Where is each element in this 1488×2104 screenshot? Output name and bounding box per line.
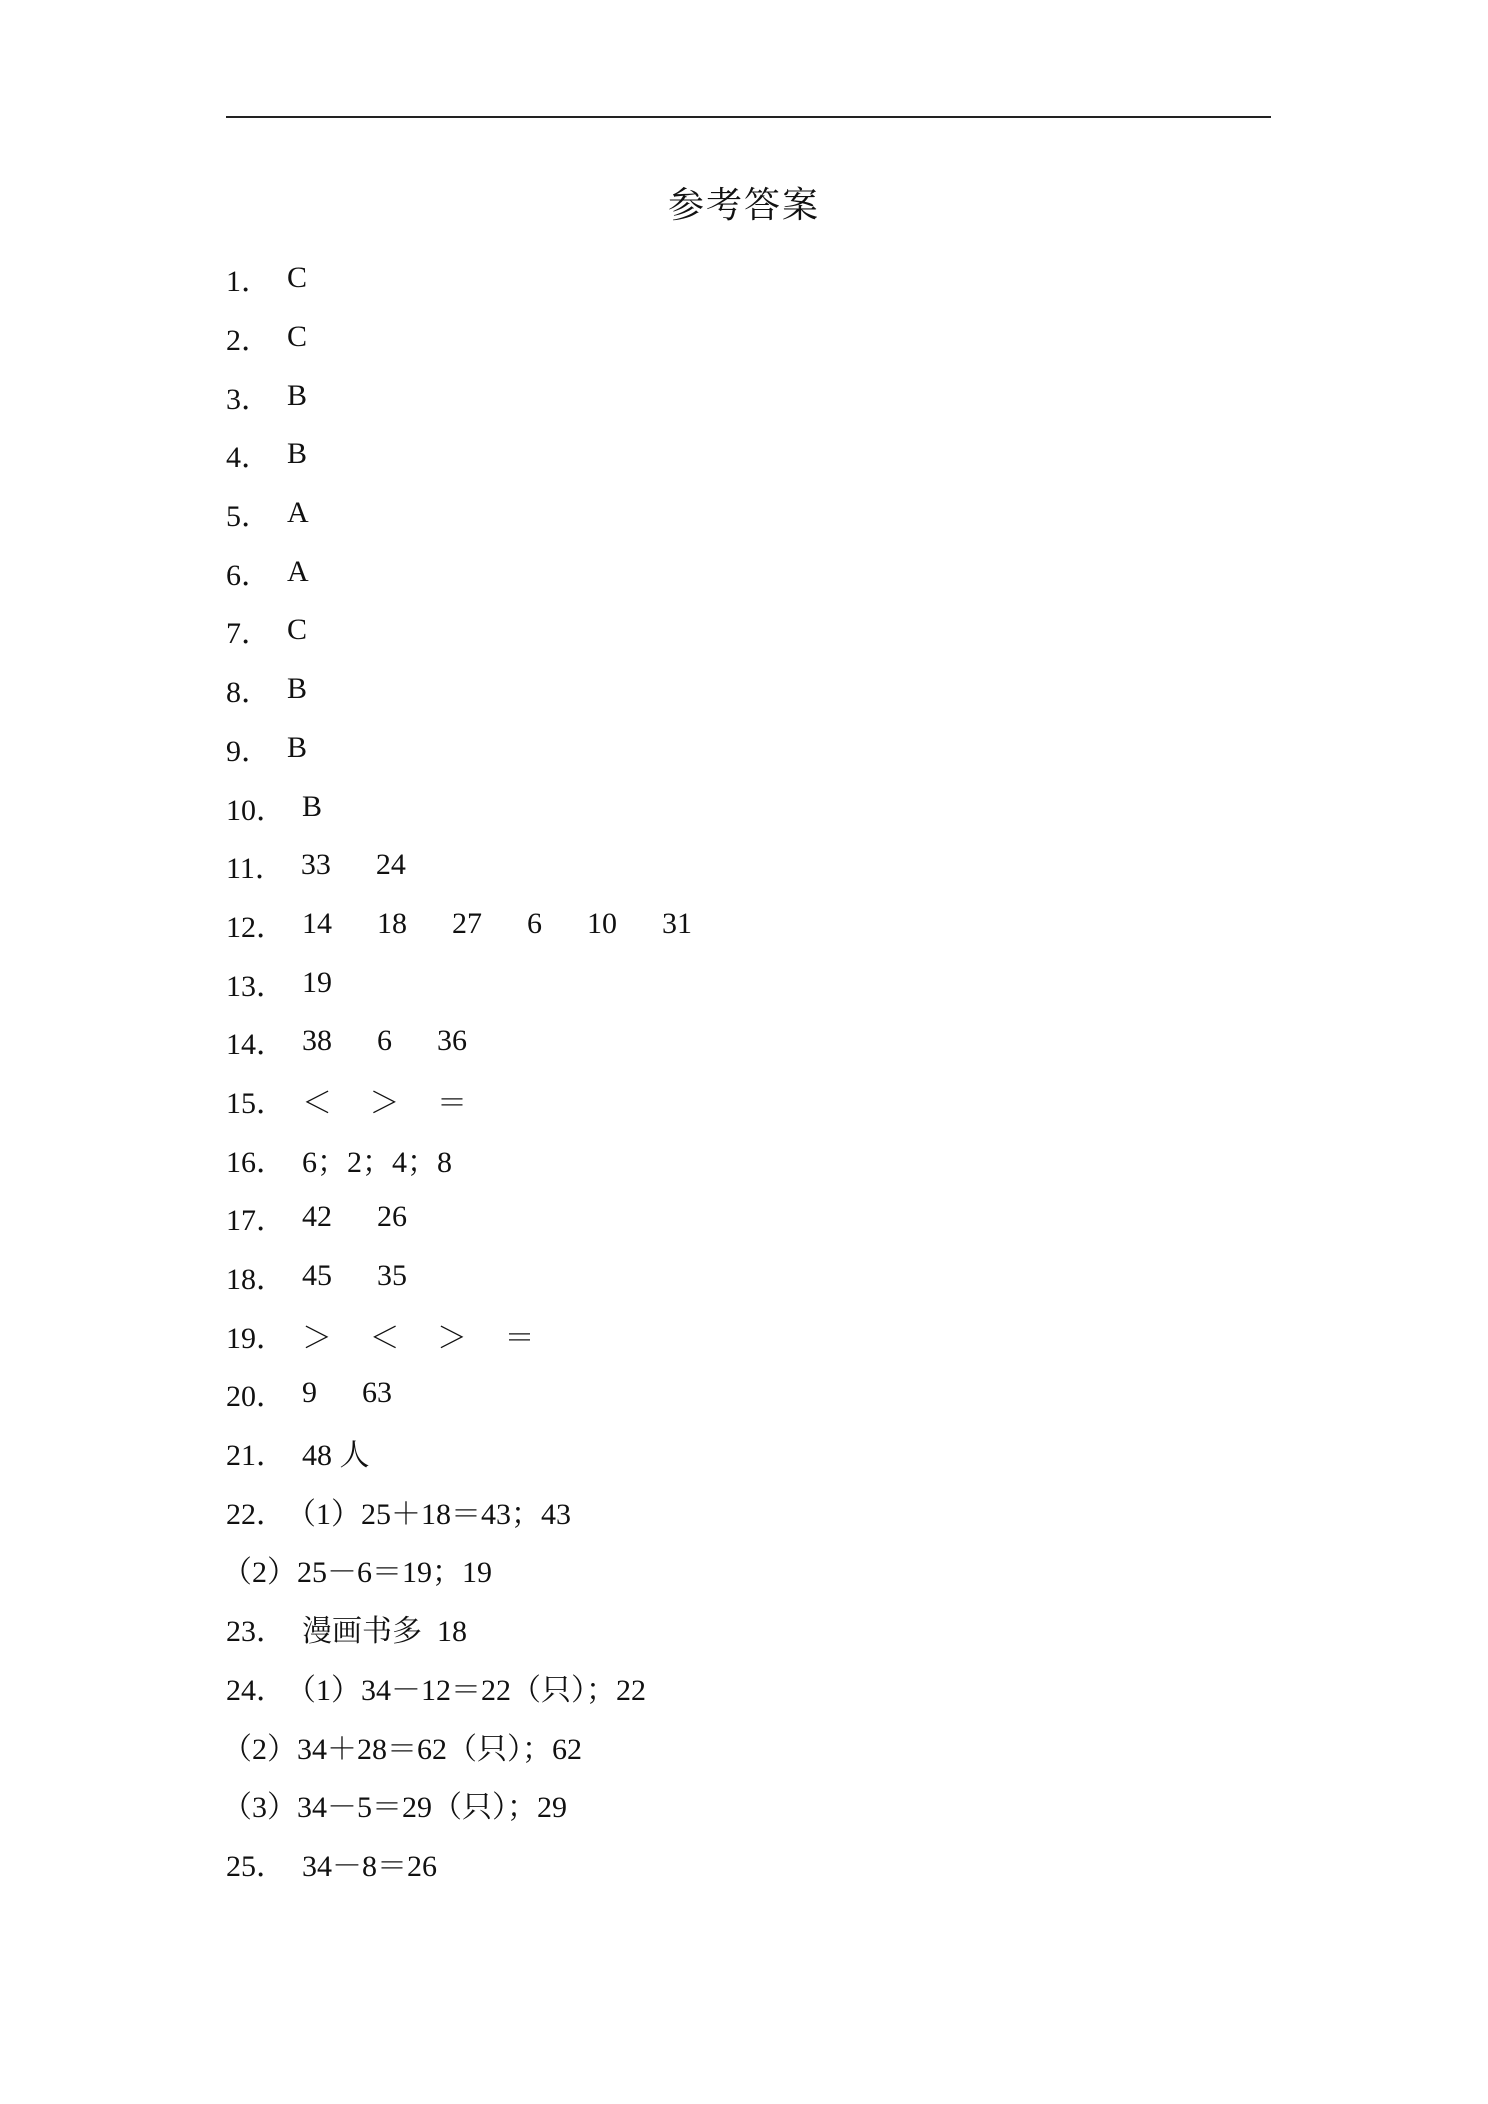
answer-text: 33 24 [300, 848, 406, 882]
answer-number: 20． [226, 1380, 286, 1414]
answer-number: 11． [226, 852, 285, 886]
answer-item-5 [226, 484, 692, 543]
answer-item-25 [226, 1834, 692, 1893]
answer-number: 18． [226, 1263, 286, 1297]
answer-number: 25． [226, 1849, 286, 1883]
answer-item-22 [226, 1481, 692, 1540]
answer-text: 42 26 [302, 1200, 407, 1234]
answer-text: C [287, 261, 308, 295]
answer-item-2 [226, 308, 692, 367]
answer-number: 22． [226, 1497, 286, 1531]
answer-number: 6． [226, 558, 271, 592]
answer-number: 23． [226, 1615, 286, 1649]
answer-text: B [287, 437, 308, 471]
answer-text: 19 [302, 965, 332, 999]
answer-item-1 [226, 249, 692, 308]
answer-item-17 [226, 1188, 692, 1247]
answer-item-20 [226, 1364, 692, 1423]
answer-number: 24． [226, 1673, 286, 1707]
answer-number: 17． [226, 1204, 286, 1238]
answer-text: ＞ ＜ ＞ ＝ [302, 1321, 535, 1355]
answer-number: 2． [226, 324, 271, 358]
answer-text: 9 63 [302, 1376, 392, 1410]
answer-item-6 [226, 542, 692, 601]
answer-item-15 [226, 1071, 692, 1130]
answer-subitem-22-2 [222, 1540, 692, 1599]
answer-number: 12． [226, 910, 286, 944]
answer-text: 34－8＝26 [302, 1849, 437, 1883]
answer-number: 10． [226, 793, 286, 827]
answer-text: 漫画书多 18 [302, 1615, 467, 1649]
answer-text: 14 18 27 6 10 31 [302, 906, 692, 940]
answer-item-3 [226, 366, 692, 425]
answer-number: 8． [226, 676, 271, 710]
answer-item-24 [226, 1658, 692, 1717]
answer-text: 48 人 [302, 1439, 370, 1473]
answer-item-12 [226, 895, 692, 954]
answer-number: 16． [226, 1145, 286, 1179]
answer-subitem-24-3 [222, 1775, 692, 1834]
answer-number: 14． [226, 1028, 286, 1062]
answer-item-23 [226, 1599, 692, 1658]
answer-text: 45 35 [302, 1259, 407, 1293]
answer-text: A [287, 496, 309, 530]
answer-number: 19． [226, 1321, 286, 1355]
header-rule [226, 116, 1271, 118]
answer-text: （2）25－6＝19；19 [222, 1556, 492, 1590]
page-title: 参考答案 [667, 185, 820, 226]
answer-text: A [287, 554, 309, 588]
answer-text: C [287, 320, 308, 354]
answer-text: （2）34＋28＝62（只）；62 [222, 1732, 582, 1766]
answer-number: 3． [226, 382, 271, 416]
answer-list [222, 249, 692, 1892]
answer-item-11 [226, 836, 692, 895]
answer-number: 7． [226, 617, 271, 651]
answer-text: B [287, 672, 308, 706]
answer-text: （1）25＋18＝43；43 [286, 1497, 571, 1531]
answer-text: 38 6 36 [302, 1024, 467, 1058]
answer-text: B [287, 378, 308, 412]
answer-item-14 [226, 1012, 692, 1071]
answer-item-18 [226, 1247, 692, 1306]
answer-item-9 [226, 719, 692, 778]
answer-item-19 [226, 1305, 692, 1364]
answer-subitem-24-2 [222, 1716, 692, 1775]
answer-text: ＜ ＞ ＝ [302, 1086, 467, 1120]
answer-item-7 [226, 601, 692, 660]
answer-number: 9． [226, 734, 271, 768]
answer-text: （1）34－12＝22（只）；22 [286, 1673, 646, 1707]
answer-number: 5． [226, 500, 271, 534]
answer-number: 15． [226, 1086, 286, 1120]
answer-text: B [302, 789, 323, 823]
answer-number: 1． [226, 265, 271, 299]
answer-item-8 [226, 660, 692, 719]
answer-text: B [287, 730, 308, 764]
answer-number: 13． [226, 969, 286, 1003]
answer-text: C [287, 613, 308, 647]
answer-number: 21． [226, 1439, 286, 1473]
answer-item-21 [226, 1423, 692, 1482]
answer-text: 6；2；4；8 [302, 1145, 452, 1179]
answer-item-16 [226, 1129, 692, 1188]
answer-item-13 [226, 953, 692, 1012]
answer-text: （3）34－5＝29（只）；29 [222, 1791, 567, 1825]
answer-number: 4． [226, 441, 271, 475]
answer-item-4 [226, 425, 692, 484]
answer-item-10 [226, 777, 692, 836]
